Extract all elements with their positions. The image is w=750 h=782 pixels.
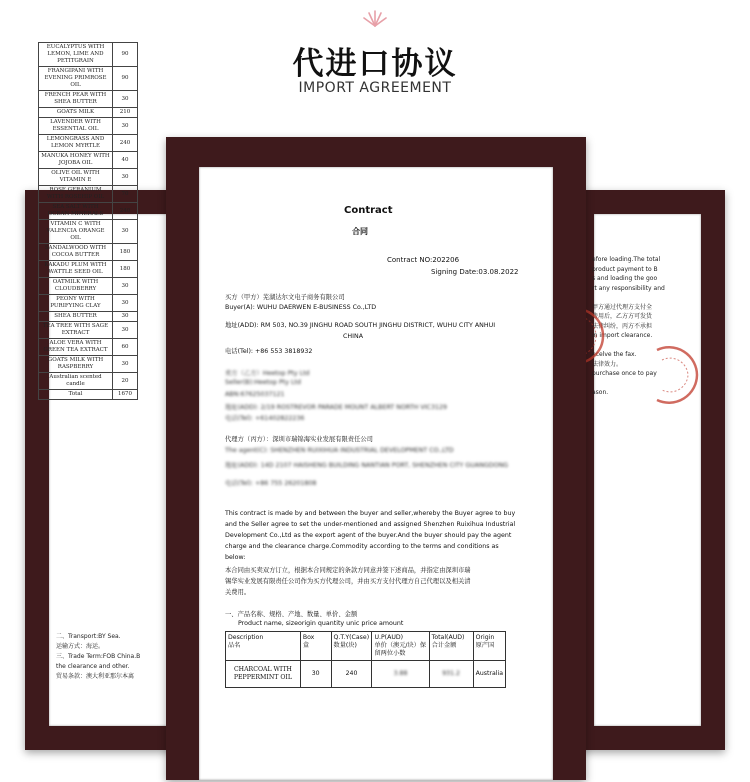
right-text-line: ason. xyxy=(592,389,609,396)
paragraph-line: and the Seller agree to set the under-mentioned and assigned Shenzhen Ruixihua Industrial xyxy=(225,521,516,528)
cell-unit-price: 3.88 xyxy=(372,661,429,688)
section-heading-cn: 一、产品名称、规格、产地、数量、单价、金额 xyxy=(225,611,358,618)
header-qty: Q.T.Y(Case) 数量(块) xyxy=(331,632,372,661)
seller-name-en: Seller(B):Heetop Pty Ltd xyxy=(225,379,301,386)
table-row xyxy=(39,91,138,108)
table-row xyxy=(39,339,138,356)
table-row xyxy=(39,356,138,373)
goods-qty: 180 xyxy=(113,261,138,278)
right-text-line: 法律效力。 xyxy=(592,360,623,368)
goods-name: Total xyxy=(39,390,113,400)
page-subtitle: IMPORT AGREEMENT xyxy=(298,80,452,96)
right-text-line: 费用后，乙方方可发货 xyxy=(592,313,653,320)
table-row xyxy=(39,118,138,135)
buyer-address: 地址(ADD): RM 503, NO.39 JINGHU ROAD SOUTH JINGHU DISTRICT, WUHU CITY ANHUI xyxy=(225,322,496,329)
header-unit-price: U.P(AUD) 单价（澳元/块）保留两位小数 xyxy=(372,632,429,661)
right-text-line: s and loading the goo xyxy=(592,275,658,282)
table-row xyxy=(39,261,138,278)
goods-name: SANDALWOOD WITH COCOA BUTTER xyxy=(39,244,113,261)
table-row xyxy=(39,322,138,339)
goods-qty: 30 xyxy=(113,295,138,312)
table-row xyxy=(39,390,138,400)
goods-name: VITAMIN C WITH VALENCIA ORANGE OIL xyxy=(39,220,113,244)
table-row xyxy=(39,169,138,186)
section-heading-en: Product name, sizeorigin quantity unic price amount xyxy=(238,620,404,627)
paragraph-line: 本合同由买卖双方订立，根据本合同规定的条款方同意并签下述商品，并指定由深圳市瑞 xyxy=(225,567,471,574)
buyer-name-cn: 买方（甲方）芜湖达尔文电子商务有限公司 xyxy=(225,294,345,301)
paragraph-line: below: xyxy=(225,554,246,561)
paragraph-line: charge and the clearance charge.Commodity according to the terms and conditions as xyxy=(225,543,499,550)
seller-name-cn: 卖方（乙方）Heetop Pty Ltd xyxy=(225,370,310,377)
flower-decoration-icon xyxy=(361,8,389,28)
goods-name: FRENCH PEAR WITH SHEA BUTTER xyxy=(39,91,113,108)
goods-name: OATMILK WITH CLOUDBERRY xyxy=(39,278,113,295)
table-row xyxy=(39,244,138,261)
seller-address: 地址(ADD): 2/19 ROSTREVOR PARADE MOUNT ALBERT NORTH VIC3129 xyxy=(225,404,447,411)
goods-qty: 30 xyxy=(113,356,138,373)
product-table xyxy=(225,631,506,688)
cell-qty: 240 xyxy=(331,661,372,688)
goods-qty: 70 xyxy=(113,186,138,203)
goods-qty: 180 xyxy=(113,244,138,261)
right-text-line: rt any responsibility and xyxy=(592,284,665,292)
table-row xyxy=(226,661,506,688)
table-row xyxy=(39,152,138,169)
agent-tel: 电话(Tel): +86 755 26201808 xyxy=(225,480,317,487)
goods-qty: 30 xyxy=(113,169,138,186)
cell-origin: Australia xyxy=(473,661,505,688)
goods-qty: 30 xyxy=(113,91,138,108)
paragraph-line: 关费用。 xyxy=(225,589,251,596)
goods-name: ROSE GERANIUM WITH ROSEHIP OIL xyxy=(39,186,113,203)
goods-qty: 20 xyxy=(113,373,138,390)
right-text-line: in import clearance. xyxy=(592,332,653,339)
goods-qty: 240 xyxy=(113,135,138,152)
goods-qty: 40 xyxy=(113,152,138,169)
agent-name-en: The agent(C): SHENZHEN RUIXIHUA INDUSTRIAL DEVELOPMENT CO.,LTD xyxy=(225,447,454,454)
goods-qty: 30 xyxy=(113,322,138,339)
goods-name: GOATS MILK WITH RASPBERRY xyxy=(39,356,113,373)
buyer-name-en: Buyer(A): WUHU DAERWEN E-BUSINESS Co.,LTD xyxy=(225,304,377,311)
goods-name: ALOE VERA WITH GREEN TEA EXTRACT xyxy=(39,339,113,356)
header-box: Box 盒 xyxy=(300,632,331,661)
right-text-line: product payment to B xyxy=(592,265,658,273)
table-row xyxy=(39,67,138,91)
goods-qty: 240 xyxy=(113,203,138,220)
contract-terms-en xyxy=(225,508,516,563)
buyer-country: CHINA xyxy=(343,333,364,340)
contract-terms-cn xyxy=(225,565,505,598)
note-line: the clearance and other. xyxy=(56,663,130,670)
contract-sheet xyxy=(199,167,553,780)
buyer-tel: 电话(Tel): +86 553 3818932 xyxy=(225,348,313,355)
goods-name: KAKADU PLUM WITH WATTLE SEED OIL xyxy=(39,261,113,278)
note-line: 三、Trade Term:FOB China.B xyxy=(56,653,141,660)
goods-name: MANUKA HONEY WITH JOJOBA OIL xyxy=(39,152,113,169)
header-description: Description 品名 xyxy=(226,632,301,661)
right-text-line: ecelve the fax. xyxy=(592,351,637,358)
goods-qty: 210 xyxy=(113,108,138,118)
goods-qty: 30 xyxy=(113,118,138,135)
goods-name: Australian scented candle xyxy=(39,373,113,390)
left-document-notes xyxy=(56,632,176,682)
goods-name: PEONY WITH PURIFYING CLAY xyxy=(39,295,113,312)
paragraph-line: 锡华实业发展有限责任公司作为买方代理公司，并由买方支付代理方自己代理以及相关清 xyxy=(225,578,471,585)
paragraph-line: Development Co.,Ltd as the export agent of the buyer.And the buyer should pay the agent xyxy=(225,532,512,539)
right-text-line: 甲方通过代理方支付全 xyxy=(592,303,653,311)
goods-name: SEA SALT WITH OCEAN MINERALS xyxy=(39,203,113,220)
header-total: Total(AUD) 合计金额 xyxy=(429,632,473,661)
goods-qty: 90 xyxy=(113,43,138,67)
contract-number: Contract NO:202206 xyxy=(387,256,460,264)
signing-date: Signing Date:03.08.2022 xyxy=(431,268,519,276)
product-table-header xyxy=(226,632,506,661)
goods-name: LEMONGRASS AND LEMON MYRTLE xyxy=(39,135,113,152)
right-text-line: efore loading.The total xyxy=(592,256,661,263)
goods-name: LAVENDER WITH ESSENTIAL OIL xyxy=(39,118,113,135)
cell-total: 931.2 xyxy=(429,661,473,688)
agent-address: 地址(ADD): 14D 2107 HAISHENG BUILDING NANTIAN PORT, SHENZHEN CITY GUANGDONG xyxy=(225,462,509,469)
table-row xyxy=(39,295,138,312)
contract-title: Contract xyxy=(344,205,393,216)
contract-title-cn: 合同 xyxy=(352,227,368,236)
goods-name: TEA TREE WITH SAGE EXTRACT xyxy=(39,322,113,339)
note-line: 贸易条款：澳大利亚那尔本离 xyxy=(56,673,135,680)
cell-box: 30 xyxy=(300,661,331,688)
table-row xyxy=(39,203,138,220)
goods-qty: 1670 xyxy=(113,390,138,400)
goods-name: FRANGIPANI WITH EVENING PRIMROSE OIL xyxy=(39,67,113,91)
goods-table xyxy=(38,42,138,400)
goods-qty: 30 xyxy=(113,278,138,295)
table-row xyxy=(39,373,138,390)
goods-qty: 60 xyxy=(113,339,138,356)
table-row xyxy=(39,108,138,118)
note-line: 二、Transport:BY Sea. xyxy=(56,633,121,640)
agent-name-cn: 代理方（丙方）：深圳市瑞锦海实业发展有限责任公司 xyxy=(225,436,373,443)
paragraph-line: This contract is made by and between the buyer and seller,whereby the Buyer agree to buy xyxy=(225,510,516,517)
goods-qty: 30 xyxy=(113,220,138,244)
company-seal-partial-icon xyxy=(652,345,702,405)
table-row xyxy=(39,186,138,203)
goods-name: EUCALYPTUS WITH LEMON, LIME AND PETITGRAIN xyxy=(39,43,113,67)
goods-name: SHEA BUTTER xyxy=(39,312,113,322)
table-row xyxy=(39,135,138,152)
right-text-line xyxy=(592,293,702,303)
right-text-line: purchase once to pay xyxy=(592,370,657,377)
seller-abn: ABN:67625037121 xyxy=(225,391,285,398)
goods-name: OLIVE OIL WITH VITAMIN E xyxy=(39,169,113,186)
table-row xyxy=(39,220,138,244)
seller-tel: 电话(Tel): +61402822236 xyxy=(225,415,305,422)
table-row xyxy=(39,278,138,295)
page-title: 代进口协议 xyxy=(292,46,458,82)
note-line: 运输方式：海运。 xyxy=(56,643,105,650)
goods-qty: 30 xyxy=(113,312,138,322)
table-row xyxy=(39,43,138,67)
goods-qty: 90 xyxy=(113,67,138,91)
right-text-line: 法律纠纷，丙方不承担 xyxy=(592,322,653,330)
cell-description: CHARCOAL WITH PEPPERMINT OIL xyxy=(226,661,301,688)
goods-name: GOATS MILK xyxy=(39,108,113,118)
header-origin: Origin 原产国 xyxy=(473,632,505,661)
table-row xyxy=(39,312,138,322)
